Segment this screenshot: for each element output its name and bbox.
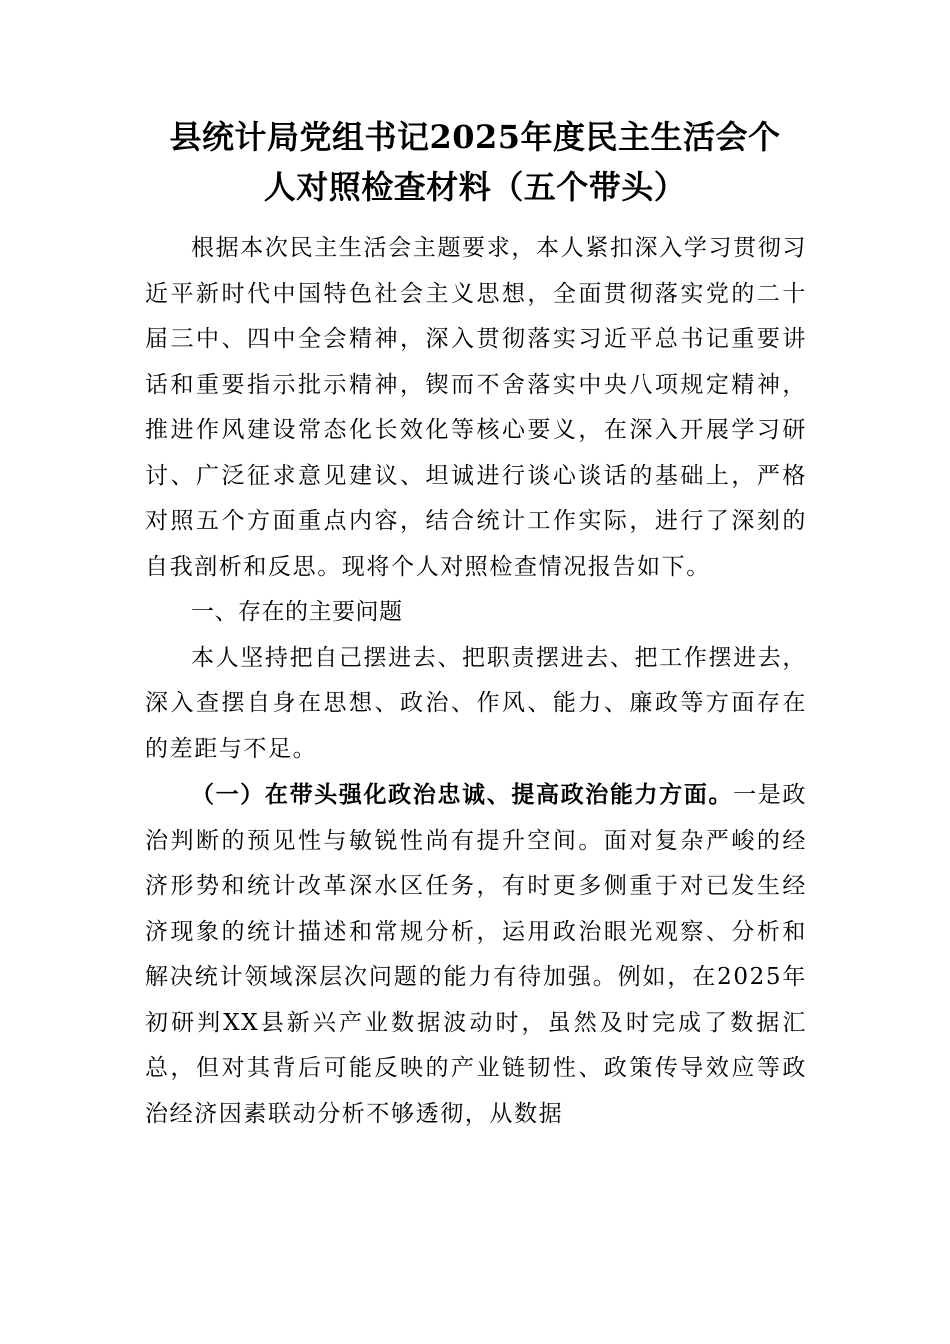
intro-paragraph: 根据本次民主生活会主题要求，本人紧扣深入学习贯彻习近平新时代中国特色社会主义思想，全面贯彻落实党的二十届三中、四中全会精神，深入贯彻落实习近平总书记重要讲话和重要指示批示精神，锲而不舍落实中央八项规定精神，推进作风建设常态化长效化等核心要义，在深入开展学习研讨、广泛征求意见建议、坦诚进行谈心谈话的基础上，严格对照五个方面重点内容，结合统计工作实际，进行了深刻的自我剖析和反思。现将个人对照检查情况报告如下。 bbox=[145, 235, 807, 580]
subsection-text: 一是政治判断的预见性与敏锐性尚有提升空间。面对复杂严峻的经济形势和统计改革深水区任务，有时更多侧重于对已发生经济现象的统计描述和常规分析，运用政治眼光观察、分析和解决统计领域深层次问题的能力有待加强。例如，在2025年初研判XX县新兴产业数据波动时，虽然及时完成了数据汇总，但对其背后可能反映的产业链韧性、政策传导效应等政治经济因素联动分析不够透彻，从数据 bbox=[145, 782, 807, 1127]
subsection-paragraph bbox=[145, 772, 807, 1137]
title-line-2: 人对照检查材料（五个带头） bbox=[263, 168, 687, 206]
section-paragraph: 本人坚持把自己摆进去、把职责摆进去、把工作摆进去，深入查摆自身在思想、政治、作风、能力、廉政等方面存在的差距与不足。 bbox=[145, 644, 807, 762]
document-body bbox=[145, 226, 807, 1137]
section-heading-problems: 一、存在的主要问题 bbox=[191, 599, 403, 625]
subsection-heading: （一）在带头强化政治忠诚、提高政治能力方面。 bbox=[191, 781, 734, 808]
title-line-1: 县统计局党组书记2025年度民主生活会个 bbox=[169, 118, 781, 156]
document-title bbox=[140, 112, 810, 212]
